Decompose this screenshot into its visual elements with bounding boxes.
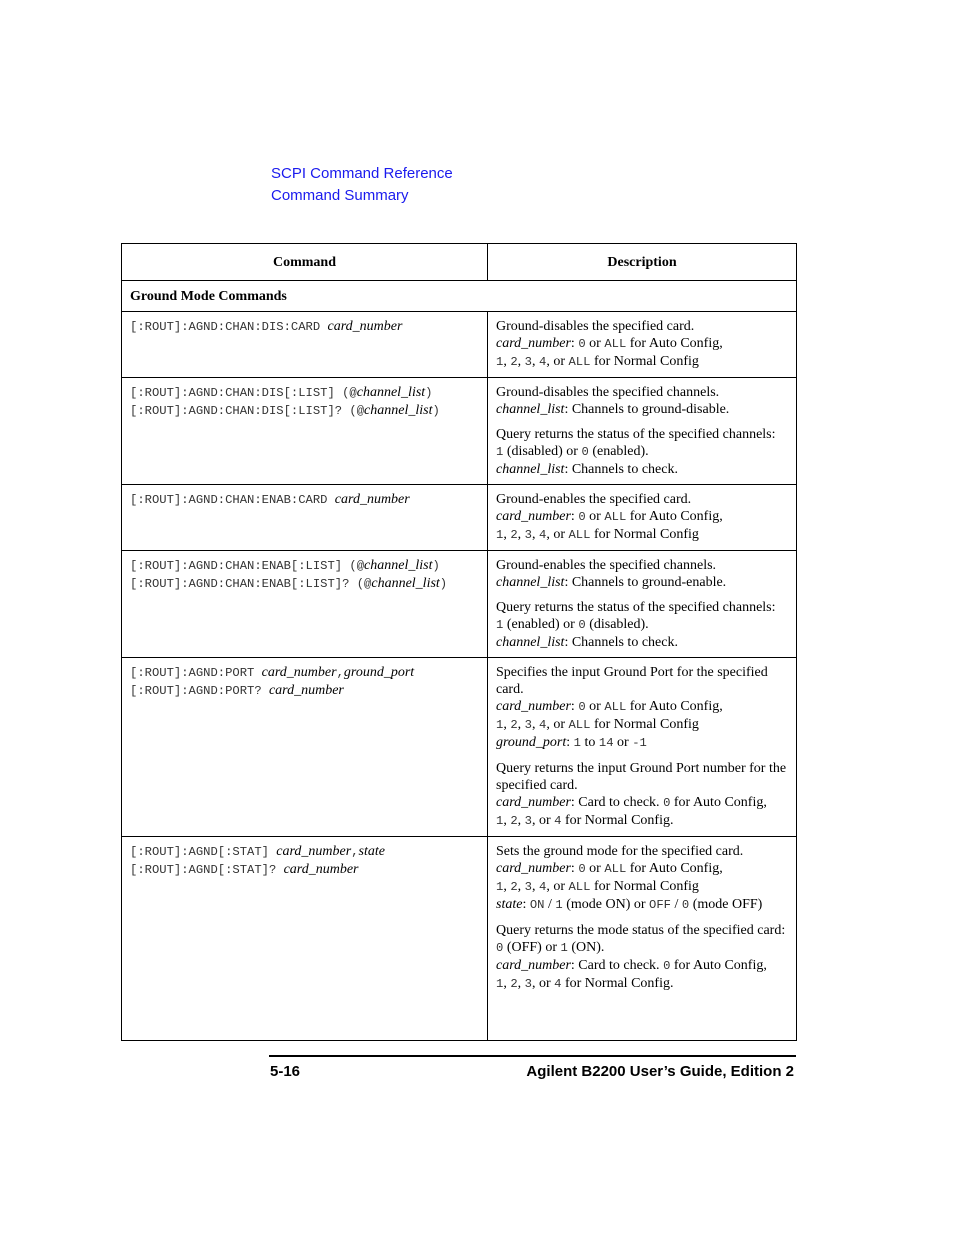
- param-name: card_number: [496, 336, 571, 351]
- value: 1: [496, 618, 504, 632]
- value: ALL: [568, 355, 591, 369]
- value: 2: [510, 528, 518, 542]
- text: or: [585, 509, 605, 524]
- param-name: card_number: [496, 509, 571, 524]
- text: for Auto Config,: [670, 795, 767, 810]
- command-text: [:ROUT]:AGND:CHAN:ENAB[:LIST] (@: [130, 559, 365, 573]
- text: ,: [531, 527, 539, 542]
- param-name: channel_list: [496, 635, 565, 650]
- value: 2: [510, 880, 518, 894]
- description-line: Sets the ground mode for the specified card.: [496, 844, 744, 859]
- table-row: [122, 485, 797, 551]
- command-param: channel_list: [356, 385, 426, 400]
- table-row: [122, 378, 797, 485]
- description-line: [496, 353, 788, 371]
- description-line: [496, 878, 788, 896]
- command-text: [:ROUT]:AGND:CHAN:ENAB:CARD: [130, 493, 335, 507]
- description-line: [496, 975, 788, 993]
- value: 2: [510, 718, 518, 732]
- value: ALL: [568, 718, 591, 732]
- value: 3: [524, 977, 532, 991]
- text: for Auto Config,: [626, 509, 723, 524]
- query-syntax: [130, 861, 479, 879]
- command-syntax: [130, 557, 479, 575]
- command-param: card_number: [261, 665, 337, 680]
- command-param: card_number: [268, 683, 344, 698]
- text: (mode OFF): [689, 897, 763, 912]
- command-syntax: [130, 843, 479, 861]
- text: , or: [546, 354, 569, 369]
- command-cell: [122, 378, 488, 485]
- value: 1: [496, 718, 504, 732]
- text: or: [585, 336, 605, 351]
- command-syntax: [130, 318, 479, 336]
- command-text: [:ROUT]:AGND:PORT: [130, 666, 262, 680]
- description-line: Specifies the input Ground Port for the specified card.: [496, 665, 768, 697]
- value: 1: [496, 355, 504, 369]
- command-text: [:ROUT]:AGND:CHAN:DIS[:LIST]? (@: [130, 404, 365, 418]
- value: 4: [538, 528, 547, 542]
- value: 0: [578, 862, 586, 876]
- command-text: [:ROUT]:AGND[:STAT]: [130, 845, 277, 859]
- value: 2: [510, 977, 518, 991]
- text: (disabled).: [585, 617, 649, 632]
- command-param: ground_port: [343, 665, 415, 680]
- command-text: ,: [351, 845, 359, 859]
- description-line: [496, 634, 788, 651]
- breadcrumb-subsection[interactable]: Command Summary: [271, 187, 409, 204]
- description-line: [496, 698, 788, 716]
- param-name: ground_port: [496, 735, 567, 750]
- param-name: channel_list: [496, 402, 565, 417]
- command-cell: [122, 658, 488, 837]
- description-line: [496, 508, 788, 526]
- footer-divider: [269, 1055, 796, 1057]
- breadcrumb-section[interactable]: SCPI Command Reference: [271, 165, 453, 182]
- text: or: [613, 735, 633, 750]
- value: 0: [681, 898, 690, 912]
- text: : Channels to ground-enable.: [564, 575, 727, 590]
- text: : Card to check.: [570, 795, 664, 810]
- command-text: [:ROUT]:AGND:CHAN:DIS[:LIST] (@: [130, 386, 357, 400]
- command-param: card_number: [334, 492, 410, 507]
- description-line: [496, 957, 788, 975]
- text: ,: [503, 354, 511, 369]
- value: 0: [663, 959, 671, 973]
- query-description: Query returns the status of the specified channels:: [496, 600, 776, 615]
- text: for Normal Config.: [561, 813, 674, 828]
- param-name: state: [496, 897, 523, 912]
- table-row: [122, 312, 797, 378]
- text: :: [570, 509, 579, 524]
- text: for Auto Config,: [626, 699, 723, 714]
- value: ALL: [604, 700, 627, 714]
- text: :: [570, 699, 579, 714]
- command-text: [:ROUT]:AGND:CHAN:ENAB[:LIST]? (@: [130, 577, 372, 591]
- value: 3: [524, 528, 532, 542]
- command-table: [121, 243, 797, 1041]
- description-cell: [488, 312, 797, 378]
- command-param: channel_list: [371, 576, 440, 591]
- text: or: [585, 699, 605, 714]
- text: :: [566, 735, 574, 750]
- command-param: channel_list: [364, 403, 433, 418]
- value: -1: [632, 736, 647, 750]
- text: : Channels to check.: [564, 462, 678, 477]
- value: 1: [555, 898, 563, 912]
- text: for Normal Config: [590, 717, 699, 732]
- text: ,: [503, 976, 511, 991]
- description-line: [496, 443, 788, 461]
- query-description: Query returns the status of the specified channels:: [496, 427, 776, 442]
- text: to: [581, 735, 599, 750]
- text: ,: [531, 354, 539, 369]
- text: ,: [503, 879, 511, 894]
- param-name: card_number: [496, 699, 571, 714]
- value: 1: [496, 977, 504, 991]
- value: ALL: [568, 528, 591, 542]
- description-line: [496, 461, 788, 478]
- table-row: [122, 837, 797, 1041]
- description-line: [496, 616, 788, 634]
- text: , or: [531, 976, 555, 991]
- description-cell: [488, 551, 797, 658]
- command-text: [:ROUT]:AGND[:STAT]?: [130, 863, 284, 877]
- description-cell: [488, 658, 797, 837]
- command-text: [:ROUT]:AGND:CHAN:DIS:CARD: [130, 320, 328, 334]
- description-line: [496, 896, 788, 914]
- command-text: ): [432, 559, 440, 573]
- param-name: channel_list: [496, 575, 565, 590]
- text: , or: [531, 813, 555, 828]
- value: OFF: [649, 898, 671, 912]
- param-name: card_number: [496, 795, 571, 810]
- command-cell: [122, 312, 488, 378]
- header-command: Command: [122, 244, 488, 281]
- query-syntax: [130, 682, 479, 700]
- command-param: card_number: [327, 319, 403, 334]
- text: :: [570, 336, 579, 351]
- value: 1: [496, 528, 504, 542]
- value: 4: [538, 880, 547, 894]
- text: , or: [546, 527, 569, 542]
- query-syntax: [130, 575, 479, 593]
- text: ,: [517, 879, 525, 894]
- text: , or: [546, 717, 569, 732]
- table-row: [122, 658, 797, 837]
- text: (disabled) or: [503, 444, 582, 459]
- text: for Normal Config: [590, 879, 699, 894]
- value: 3: [524, 814, 532, 828]
- value: 0: [663, 796, 671, 810]
- command-param: channel_list: [364, 558, 433, 573]
- value: ALL: [604, 337, 627, 351]
- description-line: [496, 401, 788, 418]
- command-syntax: [130, 384, 479, 402]
- document-title: Agilent B2200 User’s Guide, Edition 2: [526, 1063, 794, 1080]
- value: ON: [529, 898, 545, 912]
- text: for Normal Config: [590, 527, 699, 542]
- description-line: [496, 716, 788, 734]
- text: , or: [546, 879, 569, 894]
- command-param: card_number: [283, 862, 359, 877]
- description-line: Ground-disables the specified channels.: [496, 385, 720, 400]
- value: 2: [510, 355, 518, 369]
- value: ALL: [568, 880, 591, 894]
- value: 0: [578, 700, 586, 714]
- query-description: Query returns the input Ground Port number for the specified card.: [496, 761, 787, 793]
- command-cell: [122, 551, 488, 658]
- text: ,: [531, 717, 539, 732]
- command-syntax: [130, 664, 479, 682]
- header-description: Description: [488, 244, 797, 281]
- description-cell: [488, 485, 797, 551]
- text: ,: [517, 813, 525, 828]
- value: 0: [496, 941, 504, 955]
- value: 0: [578, 337, 586, 351]
- description-line: [496, 794, 788, 812]
- command-text: ,: [336, 666, 344, 680]
- text: ,: [517, 354, 525, 369]
- description-line: [496, 335, 788, 353]
- value: 0: [578, 510, 586, 524]
- value: ALL: [604, 510, 627, 524]
- value: 1: [496, 445, 504, 459]
- text: ,: [531, 879, 539, 894]
- query-syntax: [130, 402, 479, 420]
- text: for Auto Config,: [670, 958, 767, 973]
- value: 0: [578, 618, 586, 632]
- value: 4: [554, 814, 562, 828]
- description-cell: [488, 378, 797, 485]
- text: for Auto Config,: [626, 861, 723, 876]
- description-line: [496, 939, 788, 957]
- param-name: card_number: [496, 861, 571, 876]
- value: 14: [598, 736, 614, 750]
- text: ,: [503, 717, 511, 732]
- command-syntax: [130, 491, 479, 509]
- description-line: [496, 734, 788, 752]
- text: /: [670, 897, 682, 912]
- value: 3: [524, 355, 532, 369]
- command-param: state: [358, 844, 385, 859]
- text: : Card to check.: [570, 958, 664, 973]
- value: 2: [510, 814, 518, 828]
- text: /: [544, 897, 556, 912]
- description-line: Ground-enables the specified card.: [496, 492, 692, 507]
- command-cell: [122, 837, 488, 1041]
- text: for Normal Config: [590, 354, 699, 369]
- value: ALL: [604, 862, 627, 876]
- value: 1: [560, 941, 568, 955]
- text: ,: [517, 717, 525, 732]
- value: 4: [538, 355, 547, 369]
- text: ,: [517, 976, 525, 991]
- description-line: [496, 574, 788, 591]
- text: ,: [503, 527, 511, 542]
- text: or: [585, 861, 605, 876]
- text: (mode ON) or: [562, 897, 650, 912]
- command-param: card_number: [276, 844, 352, 859]
- value: 4: [538, 718, 547, 732]
- description-line: [496, 526, 788, 544]
- page-number: 5-16: [270, 1063, 301, 1080]
- command-text: [:ROUT]:AGND:PORT?: [130, 684, 269, 698]
- text: ,: [503, 813, 511, 828]
- section-title: Ground Mode Commands: [122, 281, 797, 312]
- text: for Normal Config.: [561, 976, 674, 991]
- text: (OFF) or: [503, 940, 561, 955]
- command-text: ): [432, 404, 440, 418]
- text: (enabled) or: [503, 617, 579, 632]
- param-name: channel_list: [496, 462, 565, 477]
- description-cell: [488, 837, 797, 1041]
- command-text: ): [425, 386, 433, 400]
- table-header-row: [122, 244, 797, 281]
- section-row: [122, 281, 797, 312]
- text: (ON).: [567, 940, 605, 955]
- value: 0: [581, 445, 589, 459]
- command-cell: [122, 485, 488, 551]
- text: :: [570, 861, 579, 876]
- text: : Channels to ground-disable.: [564, 402, 730, 417]
- value: 4: [554, 977, 562, 991]
- text: for Auto Config,: [626, 336, 723, 351]
- text: : Channels to check.: [564, 635, 678, 650]
- value: 3: [524, 718, 532, 732]
- value: 1: [496, 880, 504, 894]
- text: (enabled).: [588, 444, 649, 459]
- description-line: Ground-disables the specified card.: [496, 319, 695, 334]
- description-line: [496, 860, 788, 878]
- table-row: [122, 551, 797, 658]
- value: 1: [573, 736, 581, 750]
- value: 3: [524, 880, 532, 894]
- description-line: [496, 812, 788, 830]
- query-description: Query returns the mode status of the specified card:: [496, 923, 786, 938]
- description-line: Ground-enables the specified channels.: [496, 558, 717, 573]
- command-text: ): [439, 577, 448, 591]
- text: ,: [517, 527, 525, 542]
- text: :: [522, 897, 530, 912]
- param-name: card_number: [496, 958, 571, 973]
- value: 1: [496, 814, 504, 828]
